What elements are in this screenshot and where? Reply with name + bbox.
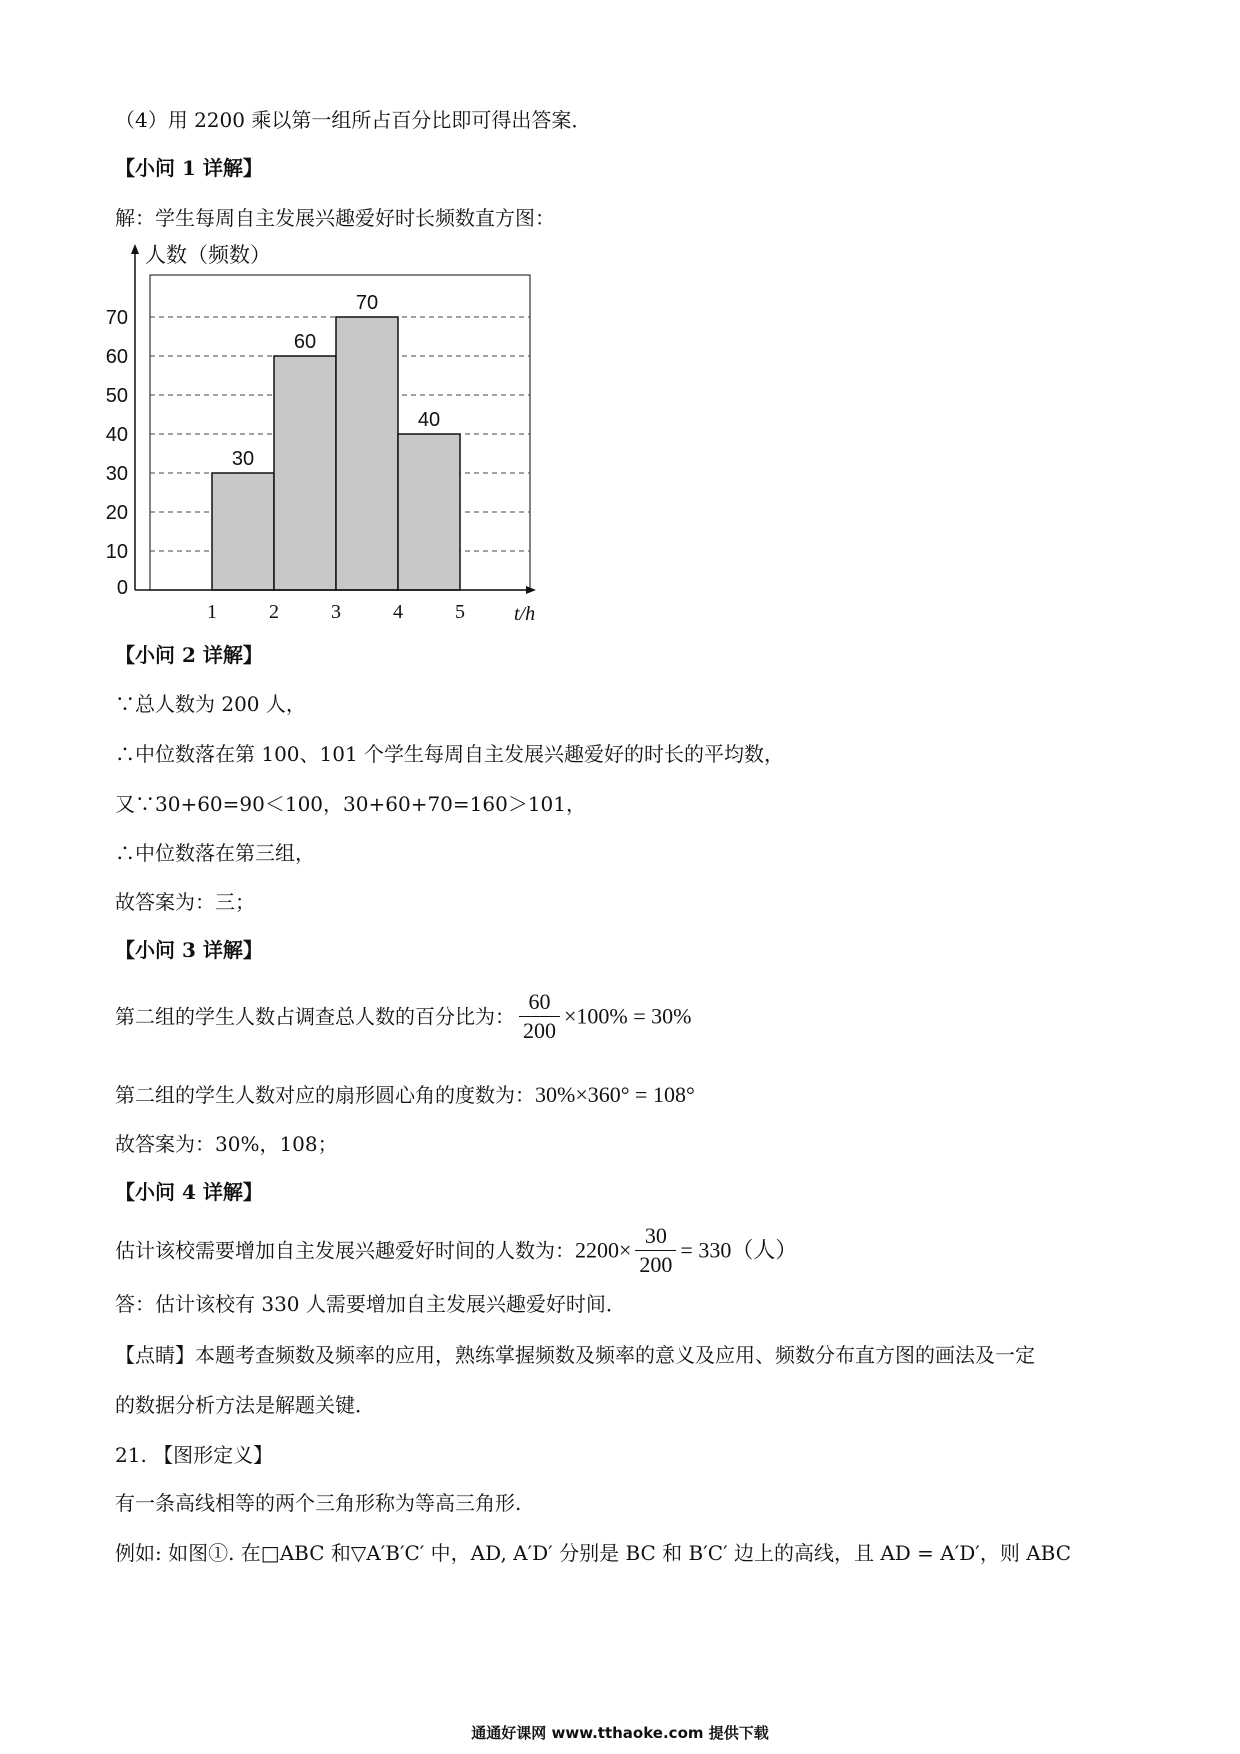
y-tick-label: 50 [105,385,128,407]
y-axis-arrow [131,244,139,254]
section-heading-3: 【小问 3 详解】 [115,938,263,962]
y-tick-label: 70 [105,307,128,329]
text-line-10: 故答案为：30%，108； [115,1132,338,1156]
histogram-chart [105,240,590,630]
fraction-60-200 [519,988,560,1045]
text-line-3: ∵总人数为 200 人， [115,692,306,716]
line-9-math: 30%×360° = 108° [535,1082,695,1107]
line-9-text: 第二组的学生人数对应的扇形圆心角的度数为： [115,1083,535,1107]
text-line-15: 21. 【图形定义】 [115,1443,274,1467]
y-tick-label: 60 [105,346,128,368]
x-tick-label: 5 [455,601,465,623]
text-line-5: 又∵30+60=90＜100，30+60+70=160＞101， [115,792,587,816]
section-heading-2: 【小问 2 详解】 [115,643,263,667]
text-line-14: 的数据分析方法是解题关键． [115,1393,375,1417]
x-axis-label: t/h [514,603,536,625]
histogram-bar [274,356,336,590]
x-axis-arrow [526,586,536,594]
line-11-pre: 2200× [575,1237,632,1263]
text-line-7: 故答案为：三； [115,890,255,914]
text-line-8 [115,988,691,1045]
bar-value-label: 40 [417,409,441,431]
histogram-bar [336,317,398,590]
y-tick-label: 30 [105,463,128,485]
line-11-text: 估计该校需要增加自主发展兴趣爱好时间的人数为： [115,1238,575,1263]
text-line-17: 例如: 如图①. 在□ABC 和▽A′B′C′ 中，AD, A′D′ 分别是 BC 和 B′C′ 边上的高线，且 AD = A′D′，则 ABC [115,1541,1072,1565]
y-axis-label: 人数（频数） [145,243,271,267]
line-8-math: ×100% = 30% [564,1003,692,1029]
x-tick-label: 4 [393,601,403,623]
line-11-math: = 330（人） [680,1237,798,1263]
y-tick-label: 20 [105,502,128,524]
text-line-11 [115,1222,797,1279]
y-tick-label: 40 [105,424,128,446]
bar-value-label: 70 [355,292,379,314]
text-line-2: 解：学生每周自主发展兴趣爱好时长频数直方图： [115,206,555,230]
fraction-numerator: 30 [635,1222,676,1251]
text-line-16: 有一条高线相等的两个三角形称为等高三角形. [115,1491,522,1515]
histogram-bar [212,473,274,590]
x-tick-label: 3 [331,601,341,623]
y-tick-label: 0 [116,577,128,599]
line-8-text: 第二组的学生人数占调查总人数的百分比为： [115,1004,515,1029]
section-heading-4: 【小问 4 详解】 [115,1180,263,1204]
bar-value-label: 60 [293,331,317,353]
y-tick-label: 10 [105,541,128,563]
section-heading-1: 【小问 1 详解】 [115,156,263,180]
text-line-1: （4）用 2200 乘以第一组所占百分比即可得出答案． [115,108,592,132]
text-line-13: 【点睛】本题考查频数及频率的应用，熟练掌握频数及频率的意义及应用、频数分布直方图的画法及一定 [115,1343,1035,1367]
x-tick-label: 1 [207,601,217,623]
text-line-12: 答：估计该校有 330 人需要增加自主发展兴趣爱好时间． [115,1292,626,1316]
fraction-30-200 [635,1222,676,1279]
fraction-numerator: 60 [519,988,560,1017]
x-tick-label: 2 [269,601,279,623]
page-footer: 通通好课网 www.tthaoke.com 提供下载 [471,1724,769,1742]
fraction-denominator: 200 [639,1252,673,1277]
histogram-bar [398,434,460,590]
fraction-denominator: 200 [523,1018,556,1043]
text-line-6: ∴中位数落在第三组， [115,841,315,865]
text-line-4: ∴中位数落在第 100、101 个学生每周自主发展兴趣爱好的时长的平均数， [115,742,785,766]
text-line-9 [115,1081,695,1109]
bar-value-label: 30 [231,448,255,470]
